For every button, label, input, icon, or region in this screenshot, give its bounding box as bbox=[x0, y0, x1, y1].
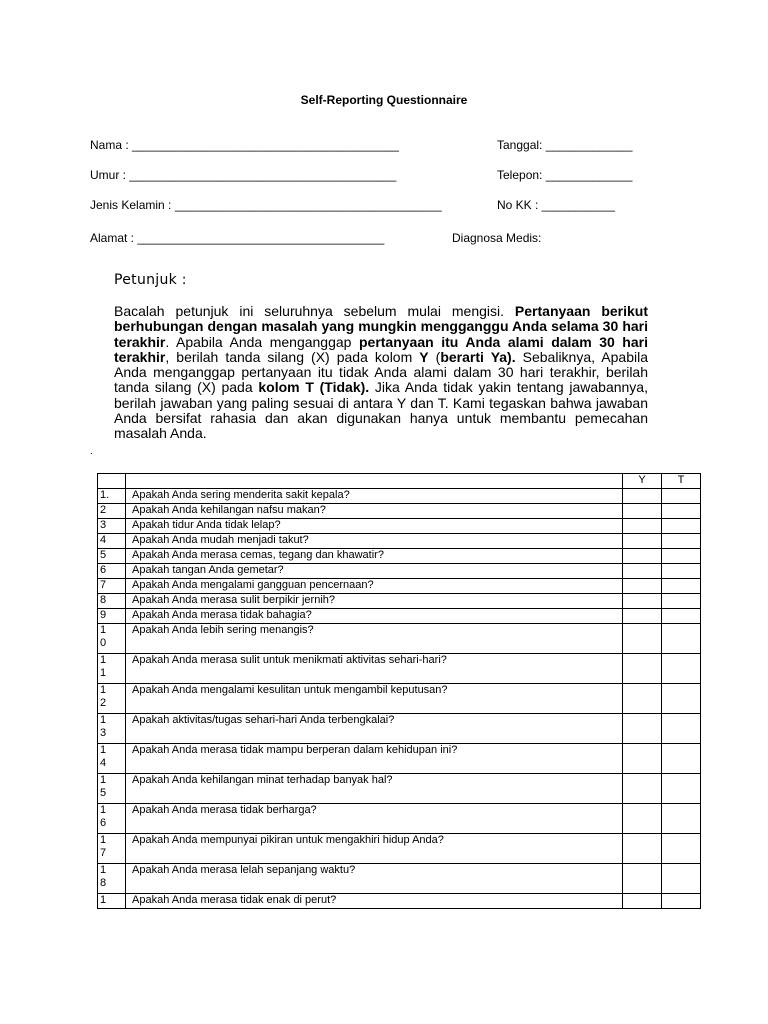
petunjuk-paragraph bbox=[114, 304, 648, 442]
question-text: Apakah tidur Anda tidak lelap? bbox=[126, 519, 623, 534]
petunjuk-text-1: Bacalah petunjuk ini seluruhnya sebelum mulai mengisi. bbox=[114, 303, 515, 319]
question-text: Apakah Anda mengalami kesulitan untuk mengambil keputusan? bbox=[126, 684, 623, 714]
answer-t-cell[interactable] bbox=[662, 744, 701, 774]
question-number: 5 bbox=[98, 549, 126, 564]
questionnaire-table bbox=[97, 473, 701, 909]
alamat-field[interactable]: Alamat : _____________________________________ bbox=[90, 231, 385, 245]
page-title: Self-Reporting Questionnaire bbox=[300, 93, 468, 107]
question-text: Apakah Anda sering menderita sakit kepala? bbox=[126, 489, 623, 504]
question-number: 1 1 bbox=[98, 654, 126, 684]
answer-y-cell[interactable] bbox=[623, 519, 662, 534]
petunjuk-bold-1: Pertanyaan berikut berhubungan dengan masalah yang mungkin mengganggu Anda selama 30 hari terakhir bbox=[114, 303, 648, 350]
petunjuk-text-6: Jika Anda tidak yakin tentang jawabannya, berilah jawaban yang paling sesuai di antara Y dan T. Kami tegaskan bahwa jawaban Anda bersifat rahasia dan akan digunakan hanya untuk membantu pemecahan masalah Anda. bbox=[114, 379, 648, 442]
answer-t-cell[interactable] bbox=[662, 549, 701, 564]
question-number: 2 bbox=[98, 504, 126, 519]
answer-y-cell[interactable] bbox=[623, 654, 662, 684]
petunjuk-text-3: , berilah tanda silang (X) pada kolom bbox=[165, 348, 420, 365]
answer-y-cell[interactable] bbox=[623, 804, 662, 834]
answer-y-cell[interactable] bbox=[623, 714, 662, 744]
answer-y-cell[interactable] bbox=[623, 579, 662, 594]
nama-field[interactable]: Nama : ________________________________________ bbox=[90, 138, 399, 152]
header-num-cell bbox=[98, 474, 126, 489]
question-text: Apakah Anda mengalami gangguan pencernaan? bbox=[126, 579, 623, 594]
answer-y-cell[interactable] bbox=[623, 534, 662, 549]
no-kk-field[interactable]: No KK : ___________ bbox=[497, 198, 616, 212]
question-number: 1. bbox=[98, 489, 126, 504]
question-number: 9 bbox=[98, 609, 126, 624]
answer-y-cell[interactable] bbox=[623, 864, 662, 894]
question-text: Apakah Anda merasa sulit berpikir jernih? bbox=[126, 594, 623, 609]
question-text: Apakah Anda merasa lelah sepanjang waktu? bbox=[126, 864, 623, 894]
question-text: Apakah Anda kehilangan minat terhadap banyak hal? bbox=[126, 774, 623, 804]
table-row bbox=[98, 579, 701, 594]
table-row bbox=[98, 774, 701, 804]
question-text: Apakah tangan Anda gemetar? bbox=[126, 564, 623, 579]
answer-t-cell[interactable] bbox=[662, 834, 701, 864]
question-number: 1 4 bbox=[98, 744, 126, 774]
table-row bbox=[98, 534, 701, 549]
petunjuk-bold-2: pertanyaan itu Anda alami dalam 30 hari terakhir bbox=[114, 333, 648, 365]
question-text: Apakah Anda merasa tidak berharga? bbox=[126, 804, 623, 834]
answer-t-cell[interactable] bbox=[662, 684, 701, 714]
answer-y-cell[interactable] bbox=[623, 504, 662, 519]
answer-y-cell[interactable] bbox=[623, 834, 662, 864]
table-row bbox=[98, 624, 701, 654]
table-row bbox=[98, 834, 701, 864]
table-row bbox=[98, 714, 701, 744]
answer-t-cell[interactable] bbox=[662, 609, 701, 624]
answer-t-cell[interactable] bbox=[662, 564, 701, 579]
answer-t-cell[interactable] bbox=[662, 654, 701, 684]
table-row bbox=[98, 609, 701, 624]
answer-t-cell[interactable] bbox=[662, 804, 701, 834]
question-number: 1 7 bbox=[98, 834, 126, 864]
question-number: 1 8 bbox=[98, 864, 126, 894]
table-row bbox=[98, 504, 701, 519]
answer-t-cell[interactable] bbox=[662, 579, 701, 594]
question-number: 4 bbox=[98, 534, 126, 549]
stray-dot: . bbox=[90, 446, 93, 457]
header-t: T bbox=[662, 474, 701, 489]
question-number: 1 5 bbox=[98, 774, 126, 804]
answer-t-cell[interactable] bbox=[662, 864, 701, 894]
question-text: Apakah Anda merasa tidak enak di perut? bbox=[126, 894, 623, 909]
answer-y-cell[interactable] bbox=[623, 549, 662, 564]
table-row bbox=[98, 564, 701, 579]
question-number: 1 2 bbox=[98, 684, 126, 714]
answer-y-cell[interactable] bbox=[623, 684, 662, 714]
question-text: Apakah Anda merasa sulit untuk menikmati aktivitas sehari-hari? bbox=[126, 654, 623, 684]
question-number: 1 bbox=[98, 894, 126, 909]
question-number: 6 bbox=[98, 564, 126, 579]
header-y: Y bbox=[623, 474, 662, 489]
table-row bbox=[98, 744, 701, 774]
table-row bbox=[98, 894, 701, 909]
question-number: 3 bbox=[98, 519, 126, 534]
telepon-field[interactable]: Telepon: _____________ bbox=[497, 168, 633, 182]
question-text: Apakah Anda kehilangan nafsu makan? bbox=[126, 504, 623, 519]
petunjuk-heading: Petunjuk : bbox=[114, 272, 187, 288]
answer-y-cell[interactable] bbox=[623, 624, 662, 654]
answer-t-cell[interactable] bbox=[662, 624, 701, 654]
question-text: Apakah aktivitas/tugas sehari-hari Anda terbengkalai? bbox=[126, 714, 623, 744]
tanggal-field[interactable]: Tanggal: _____________ bbox=[497, 138, 633, 152]
table-row bbox=[98, 684, 701, 714]
petunjuk-text-2: . Apabila Anda menganggap bbox=[165, 333, 359, 350]
answer-y-cell[interactable] bbox=[623, 609, 662, 624]
table-row bbox=[98, 489, 701, 504]
answer-t-cell[interactable] bbox=[662, 489, 701, 504]
answer-t-cell[interactable] bbox=[662, 534, 701, 549]
petunjuk-bold-4: berarti Ya). bbox=[440, 348, 516, 365]
answer-y-cell[interactable] bbox=[623, 894, 662, 909]
table-row bbox=[98, 549, 701, 564]
umur-field[interactable]: Umur : ________________________________________ bbox=[90, 168, 397, 182]
table-row bbox=[98, 519, 701, 534]
header-question-cell bbox=[126, 474, 623, 489]
answer-t-cell[interactable] bbox=[662, 594, 701, 609]
diagnosa-medis-field[interactable]: Diagnosa Medis: bbox=[452, 231, 542, 245]
answer-t-cell[interactable] bbox=[662, 504, 701, 519]
petunjuk-text-5: Sebaliknya, Apabila Anda menganggap pertanyaan itu tidak Anda alami dalam 30 hari terakhir, berilah tanda silang (X) pada bbox=[114, 348, 648, 396]
question-text: Apakah Anda merasa tidak mampu berperan dalam kehidupan ini? bbox=[126, 744, 623, 774]
question-number: 1 0 bbox=[98, 624, 126, 654]
table-row bbox=[98, 864, 701, 894]
question-text: Apakah Anda lebih sering menangis? bbox=[126, 624, 623, 654]
petunjuk-text-4: ( bbox=[428, 348, 441, 365]
answer-y-cell[interactable] bbox=[623, 594, 662, 609]
table-row bbox=[98, 654, 701, 684]
table-header-row bbox=[98, 474, 701, 489]
question-text: Apakah Anda merasa cemas, tegang dan khawatir? bbox=[126, 549, 623, 564]
question-number: 7 bbox=[98, 579, 126, 594]
jenis-kelamin-field[interactable]: Jenis Kelamin : ________________________________________ bbox=[90, 198, 442, 212]
answer-y-cell[interactable] bbox=[623, 564, 662, 579]
question-number: 1 3 bbox=[98, 714, 126, 744]
question-text: Apakah Anda mempunyai pikiran untuk mengakhiri hidup Anda? bbox=[126, 834, 623, 864]
answer-y-cell[interactable] bbox=[623, 744, 662, 774]
table-row bbox=[98, 804, 701, 834]
question-text: Apakah Anda merasa tidak bahagia? bbox=[126, 609, 623, 624]
petunjuk-bold-5: kolom T (Tidak). bbox=[258, 379, 370, 396]
answer-t-cell[interactable] bbox=[662, 714, 701, 744]
answer-t-cell[interactable] bbox=[662, 519, 701, 534]
petunjuk-bold-3: Y bbox=[419, 348, 429, 365]
table-row bbox=[98, 594, 701, 609]
question-text: Apakah Anda mudah menjadi takut? bbox=[126, 534, 623, 549]
answer-t-cell[interactable] bbox=[662, 894, 701, 909]
answer-t-cell[interactable] bbox=[662, 774, 701, 804]
answer-y-cell[interactable] bbox=[623, 489, 662, 504]
question-number: 1 6 bbox=[98, 804, 126, 834]
answer-y-cell[interactable] bbox=[623, 774, 662, 804]
question-number: 8 bbox=[98, 594, 126, 609]
